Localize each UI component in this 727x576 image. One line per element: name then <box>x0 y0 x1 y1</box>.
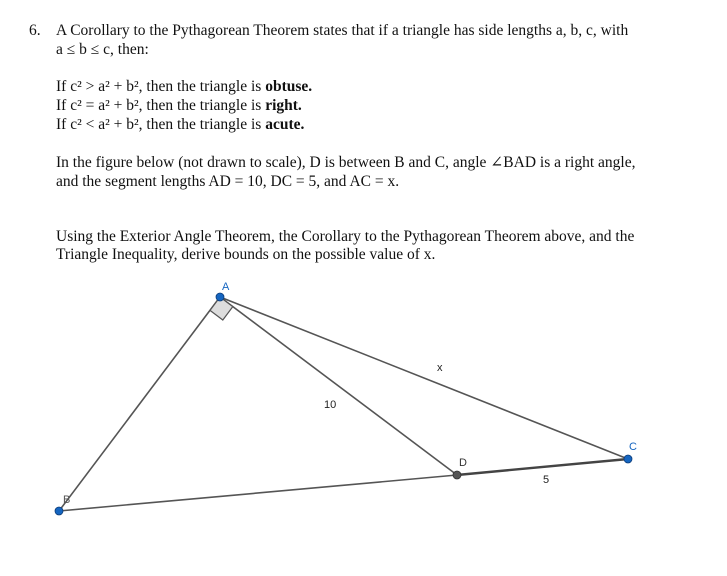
point-b <box>55 507 63 515</box>
task-line-1: Using the Exterior Angle Theorem, the Corollary to the Pythagorean Theorem above, and the <box>56 228 635 245</box>
figure-description-line-2: and the segment lengths AD = 10, DC = 5, and AC = x. <box>56 173 400 190</box>
label-ad-length: 10 <box>324 399 337 411</box>
point-a <box>216 293 224 301</box>
label-a: A <box>222 281 230 293</box>
case-acute-text: then the triangle is <box>142 116 266 133</box>
segment-dc <box>457 459 628 475</box>
case-right-text: then the triangle is <box>142 97 266 114</box>
case-right-type: right. <box>265 97 302 114</box>
segment-bd <box>59 475 457 511</box>
label-b: B <box>63 494 71 506</box>
case-obtuse-type: obtuse. <box>265 78 313 95</box>
task-line-2: Triangle Inequality, derive bounds on the possible value of x. <box>56 246 436 263</box>
segment-ac <box>220 297 628 459</box>
case-acute-condition: If c² < a² + b², <box>56 116 143 133</box>
problem-number: 6. <box>29 22 41 39</box>
case-acute-type: acute. <box>265 116 305 133</box>
label-c: C <box>629 441 637 453</box>
segment-ad <box>220 297 457 475</box>
label-d: D <box>459 457 467 469</box>
point-c <box>624 455 632 463</box>
case-obtuse-condition: If c² > a² + b², <box>56 78 143 95</box>
case-right-condition: If c² = a² + b², <box>56 97 143 114</box>
label-ac-length: x <box>437 362 443 374</box>
point-d <box>453 471 461 479</box>
intro-line-2: a ≤ b ≤ c, then: <box>56 41 149 58</box>
case-obtuse-text: then the triangle is <box>142 78 266 95</box>
label-dc-length: 5 <box>543 474 550 486</box>
intro-line-1: A Corollary to the Pythagorean Theorem states that if a triangle has side lengths a, b, c, with <box>56 22 629 39</box>
segment-ab <box>59 297 220 511</box>
figure-description-line-1: In the figure below (not drawn to scale), D is between B and C, angle ∠BAD is a right angle, <box>56 154 636 171</box>
